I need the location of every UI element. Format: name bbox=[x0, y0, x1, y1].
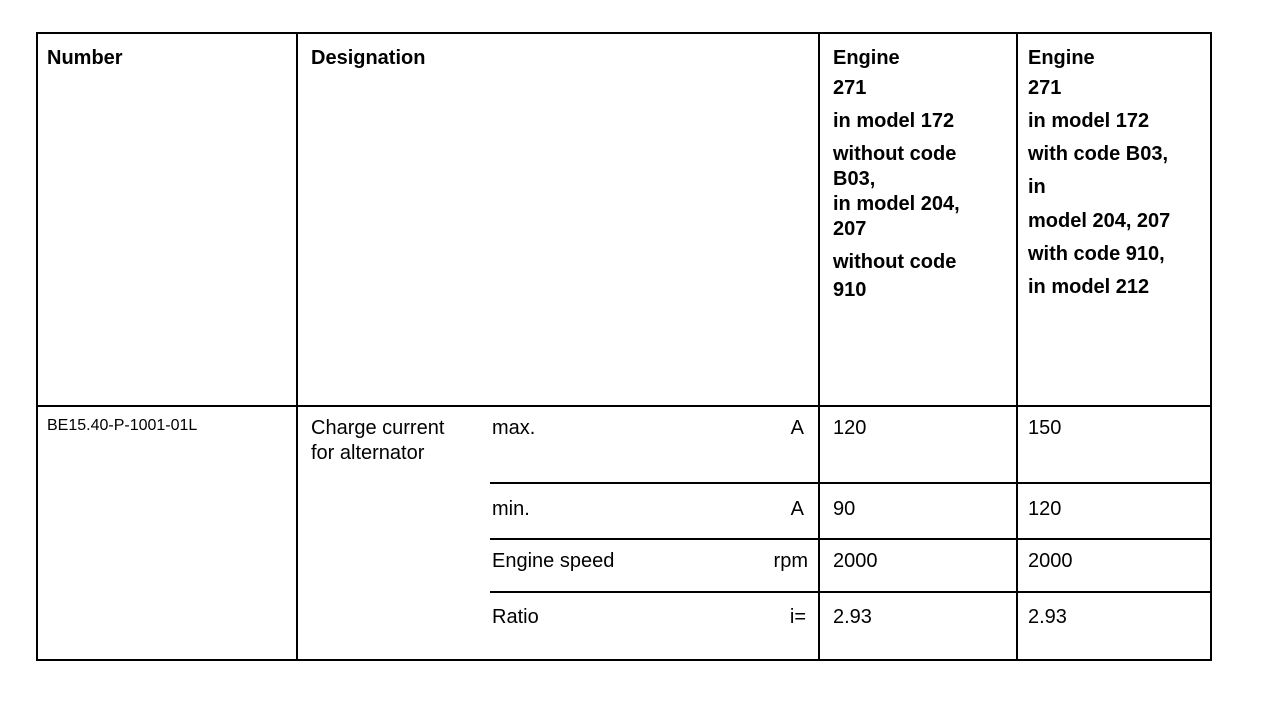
header-text-line: in model 172 bbox=[833, 110, 955, 132]
subrow-label: Ratio bbox=[492, 606, 539, 628]
header-text-line: B03, bbox=[833, 168, 876, 190]
row-designation-line-2: for alternator bbox=[311, 442, 425, 464]
subrow-divider bbox=[490, 538, 1212, 540]
subrow-unit: i= bbox=[789, 606, 806, 628]
row-number: BE15.40-P-1001-01L bbox=[47, 417, 198, 434]
header-text-line: 271 bbox=[1028, 77, 1062, 99]
header-engine-column-2 bbox=[1028, 46, 1170, 300]
header-text-line: in model 212 bbox=[1028, 276, 1150, 298]
header-designation: Designation bbox=[311, 47, 426, 69]
header-divider bbox=[36, 405, 1212, 407]
subrow-divider bbox=[490, 482, 1212, 484]
header-text-line: in bbox=[1028, 176, 1046, 198]
subrow-value-engine-1: 90 bbox=[833, 498, 856, 520]
subrow-value-engine-1: 2000 bbox=[833, 550, 878, 572]
subrow-value-engine-2: 150 bbox=[1028, 417, 1062, 439]
header-text-line: with code 910, bbox=[1028, 243, 1165, 265]
row-designation-line-1: Charge current bbox=[311, 417, 445, 439]
header-text-line: with code B03, bbox=[1028, 143, 1169, 165]
subrow-unit: A bbox=[790, 417, 804, 439]
column-divider bbox=[1016, 32, 1018, 661]
column-divider bbox=[296, 32, 298, 661]
subrow-label: Engine speed bbox=[492, 550, 615, 572]
subrow-label: min. bbox=[492, 498, 530, 520]
header-text-line: in model 204, bbox=[833, 193, 960, 215]
subrow-value-engine-1: 2.93 bbox=[833, 606, 872, 628]
header-text-line: model 204, 207 bbox=[1028, 210, 1171, 232]
header-text-line: Engine bbox=[833, 47, 900, 69]
table-border-right bbox=[1210, 32, 1212, 661]
subrow-value-engine-2: 120 bbox=[1028, 498, 1062, 520]
subrow-value-engine-2: 2000 bbox=[1028, 550, 1073, 572]
subrow-label: max. bbox=[492, 417, 536, 439]
column-divider bbox=[818, 32, 820, 661]
header-text-line: in model 172 bbox=[1028, 110, 1150, 132]
header-text-line: Engine bbox=[1028, 47, 1095, 69]
header-text-line: 207 bbox=[833, 218, 867, 240]
subrow-divider bbox=[490, 591, 1212, 593]
header-number: Number bbox=[47, 47, 123, 69]
subrow-unit: rpm bbox=[773, 550, 808, 572]
subrow-value-engine-2: 2.93 bbox=[1028, 606, 1067, 628]
table-border-top bbox=[36, 32, 1212, 34]
header-text-line: 271 bbox=[833, 77, 867, 99]
header-text-line: without code bbox=[833, 143, 957, 165]
header-engine-column-1 bbox=[833, 46, 960, 303]
table-border-bottom bbox=[36, 659, 1212, 661]
header-text-line: 910 bbox=[833, 279, 867, 301]
subrow-unit: A bbox=[790, 498, 804, 520]
subrow-value-engine-1: 120 bbox=[833, 417, 867, 439]
table-border-left bbox=[36, 32, 38, 661]
header-text-line: without code bbox=[833, 251, 957, 273]
